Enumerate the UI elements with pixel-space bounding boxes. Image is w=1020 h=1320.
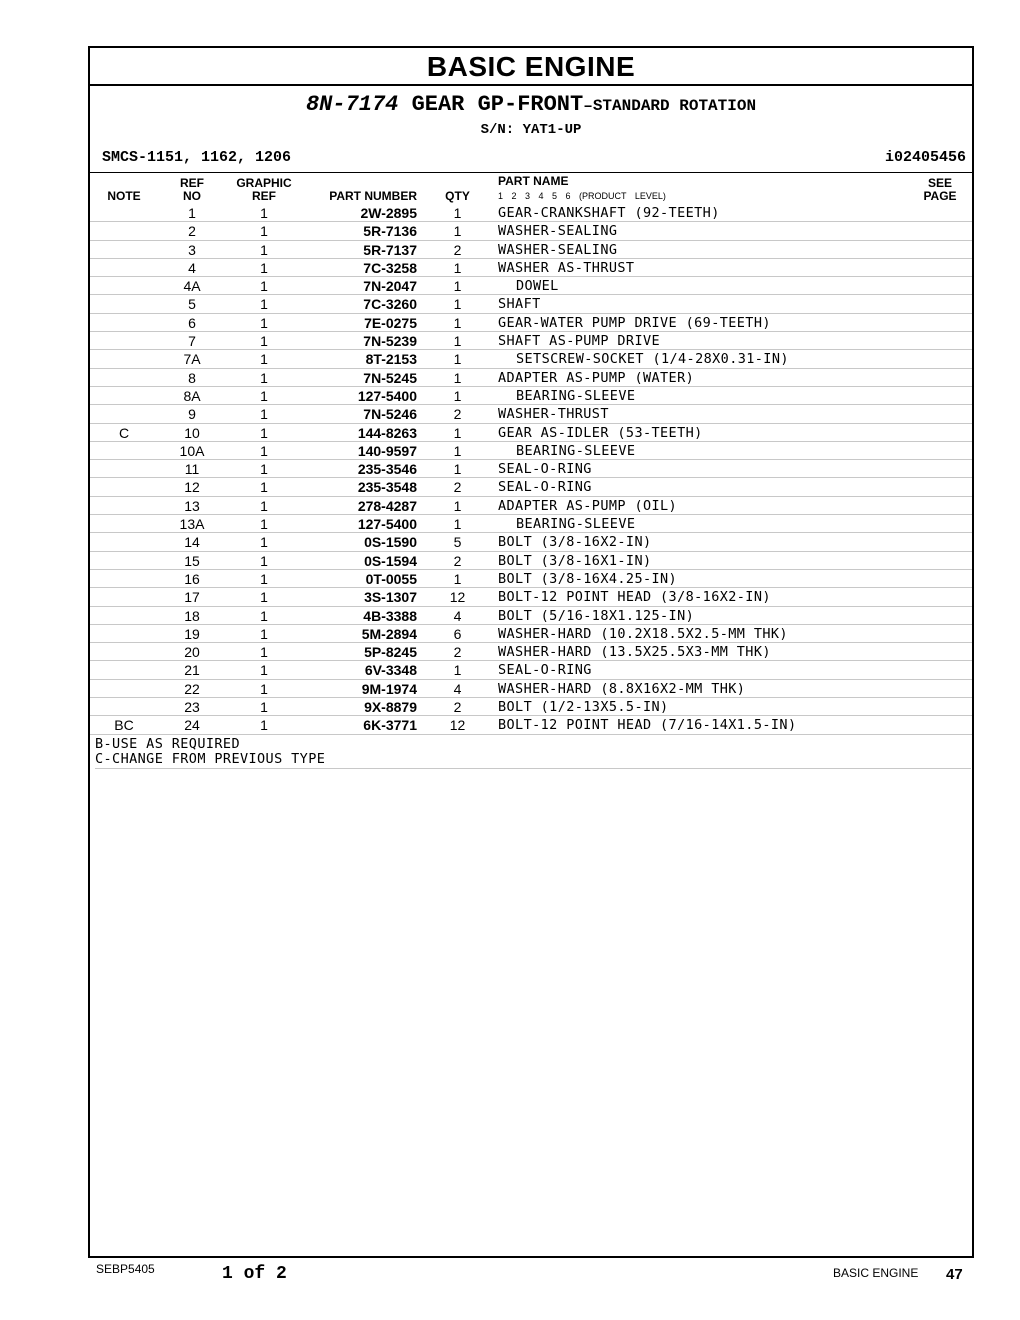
row-ref-no: 6 bbox=[188, 314, 196, 331]
row-graphic-ref: 1 bbox=[260, 387, 268, 404]
table-row bbox=[90, 332, 972, 350]
group-part-number: 8N-7174 bbox=[305, 92, 399, 117]
row-part-number: 0T-0055 bbox=[365, 570, 417, 587]
footer-doc-id: SEBP5405 bbox=[96, 1262, 155, 1276]
row-qty: 6 bbox=[453, 625, 462, 642]
col-graphic-header-bottom: REF bbox=[252, 189, 276, 203]
table-row bbox=[90, 588, 972, 606]
row-part-number: 5R-7137 bbox=[363, 241, 417, 258]
row-qty: 2 bbox=[453, 644, 462, 661]
row-part-number: 7N-5239 bbox=[363, 333, 417, 350]
col-ref-header-bottom: NO bbox=[183, 189, 201, 203]
row-part-number: 127-5400 bbox=[357, 516, 417, 533]
table-row bbox=[90, 259, 972, 277]
col-qty-header: QTY bbox=[445, 189, 470, 203]
table-row bbox=[90, 552, 972, 570]
row-part-number: 6V-3348 bbox=[364, 662, 417, 679]
col-note-header: NOTE bbox=[107, 189, 141, 203]
row-part-number: 9M-1974 bbox=[361, 680, 417, 697]
row-graphic-ref: 1 bbox=[260, 552, 268, 569]
row-note: BC bbox=[114, 717, 134, 734]
row-ref-no: 7 bbox=[188, 333, 196, 350]
table-row bbox=[90, 643, 972, 661]
row-qty: 2 bbox=[453, 699, 462, 716]
table-row bbox=[90, 515, 972, 533]
row-graphic-ref: 1 bbox=[260, 351, 268, 368]
row-qty: 1 bbox=[453, 570, 462, 587]
row-graphic-ref: 1 bbox=[260, 534, 268, 551]
row-part-number: 8T-2153 bbox=[365, 351, 417, 368]
row-graphic-ref: 1 bbox=[260, 314, 268, 331]
row-qty: 12 bbox=[449, 717, 466, 734]
row-part-number: 9X-8879 bbox=[364, 699, 417, 716]
row-part-name: ADAPTER AS-PUMP (WATER) bbox=[498, 369, 695, 386]
row-part-number: 278-4287 bbox=[357, 497, 417, 514]
row-graphic-ref: 1 bbox=[260, 570, 268, 587]
row-qty: 1 bbox=[453, 278, 462, 295]
row-graphic-ref: 1 bbox=[260, 369, 268, 386]
row-part-name: SEAL-O-RING bbox=[498, 662, 592, 679]
row-ref-no: 8 bbox=[188, 369, 196, 386]
row-ref-no: 1 bbox=[188, 205, 196, 221]
row-part-name: BOLT-12 POINT HEAD (7/16-14X1.5-IN) bbox=[498, 717, 797, 734]
row-part-number: 5P-8245 bbox=[364, 644, 417, 661]
row-ref-no: 21 bbox=[184, 662, 200, 679]
row-part-number: 127-5400 bbox=[357, 387, 417, 404]
row-ref-no: 8A bbox=[183, 387, 201, 404]
smcs-codes: SMCS-1151, 1162, 1206 bbox=[102, 149, 292, 166]
table-row bbox=[90, 570, 972, 588]
row-part-number: 7C-3260 bbox=[363, 296, 417, 313]
table-row bbox=[90, 680, 972, 698]
row-qty: 1 bbox=[453, 296, 462, 313]
col-part-name-header: PART NAME bbox=[498, 174, 569, 188]
row-part-number: 7E-0275 bbox=[364, 314, 417, 331]
row-qty: 2 bbox=[453, 406, 462, 423]
row-graphic-ref: 1 bbox=[260, 699, 268, 716]
row-part-number: 235-3548 bbox=[357, 479, 417, 496]
row-part-name: WASHER-SEALING bbox=[498, 223, 618, 240]
row-graphic-ref: 1 bbox=[260, 205, 268, 221]
row-part-name: GEAR-CRANKSHAFT (92-TEETH) bbox=[498, 205, 720, 221]
table-row bbox=[90, 533, 972, 551]
row-qty: 1 bbox=[453, 662, 462, 679]
row-part-name: WASHER-SEALING bbox=[498, 241, 618, 258]
row-ref-no: 9 bbox=[188, 406, 196, 423]
row-part-name: BEARING-SLEEVE bbox=[516, 387, 636, 404]
row-qty: 5 bbox=[453, 534, 462, 551]
section-title: BASIC ENGINE bbox=[90, 48, 972, 86]
row-graphic-ref: 1 bbox=[260, 680, 268, 697]
parts-table bbox=[90, 204, 972, 735]
table-row bbox=[90, 241, 972, 259]
row-part-name: SEAL-O-RING bbox=[498, 479, 592, 496]
row-part-name: BOLT (1/2-13X5.5-IN) bbox=[498, 699, 669, 716]
row-part-name: WASHER AS-THRUST bbox=[498, 259, 635, 276]
row-qty: 2 bbox=[453, 241, 462, 258]
row-graphic-ref: 1 bbox=[260, 424, 268, 441]
note-line: B-USE AS REQUIRED bbox=[95, 735, 240, 752]
row-qty: 1 bbox=[453, 351, 462, 368]
col-graphic-header bbox=[220, 177, 308, 203]
table-row bbox=[90, 350, 972, 368]
row-part-number: 144-8263 bbox=[357, 424, 417, 441]
group-name: GEAR GP-FRONT bbox=[411, 92, 584, 117]
row-qty: 1 bbox=[453, 424, 462, 441]
table-row bbox=[90, 497, 972, 515]
row-graphic-ref: 1 bbox=[260, 497, 268, 514]
col-see-page-header-top: SEE bbox=[927, 176, 952, 190]
table-row bbox=[90, 716, 972, 734]
row-qty: 12 bbox=[449, 589, 466, 606]
row-ref-no: 13 bbox=[184, 497, 200, 514]
parts-page-frame bbox=[88, 46, 974, 1258]
row-ref-no: 24 bbox=[184, 717, 200, 734]
row-part-name: WASHER-HARD (8.8X16X2-MM THK) bbox=[498, 680, 746, 697]
col-ref-header bbox=[158, 177, 226, 203]
table-row bbox=[90, 460, 972, 478]
table-row bbox=[90, 222, 972, 240]
notes-block bbox=[95, 737, 971, 769]
row-graphic-ref: 1 bbox=[260, 259, 268, 276]
row-part-number: 0S-1590 bbox=[364, 534, 417, 551]
row-ref-no: 20 bbox=[184, 644, 200, 661]
table-row bbox=[90, 698, 972, 716]
table-row bbox=[90, 204, 972, 222]
row-part-name: BOLT (3/8-16X4.25-IN) bbox=[498, 570, 678, 587]
row-graphic-ref: 1 bbox=[260, 662, 268, 679]
row-ref-no: 4A bbox=[183, 278, 201, 295]
row-qty: 1 bbox=[453, 333, 462, 350]
row-qty: 1 bbox=[453, 223, 462, 240]
table-row bbox=[90, 607, 972, 625]
row-part-number: 3S-1307 bbox=[364, 589, 417, 606]
row-part-name: BOLT (5/16-18X1.125-IN) bbox=[498, 607, 695, 624]
group-title bbox=[90, 92, 972, 117]
row-graphic-ref: 1 bbox=[260, 461, 268, 478]
row-part-number: 4B-3388 bbox=[363, 607, 417, 624]
serial-number: S/N: YAT1-UP bbox=[480, 122, 582, 138]
row-part-number: 140-9597 bbox=[357, 442, 417, 459]
row-ref-no: 19 bbox=[184, 625, 200, 642]
row-part-name: GEAR-WATER PUMP DRIVE (69-TEETH) bbox=[498, 314, 771, 331]
row-part-name: WASHER-HARD (13.5X25.5X3-MM THK) bbox=[498, 644, 771, 661]
table-row bbox=[90, 387, 972, 405]
row-part-number: 0S-1594 bbox=[364, 552, 417, 569]
row-ref-no: 23 bbox=[184, 699, 200, 716]
row-ref-no: 5 bbox=[188, 296, 196, 313]
row-part-name: BOLT (3/8-16X1-IN) bbox=[498, 552, 652, 569]
row-graphic-ref: 1 bbox=[260, 516, 268, 533]
row-part-number: 7C-3258 bbox=[363, 259, 417, 276]
row-graphic-ref: 1 bbox=[260, 625, 268, 642]
table-row bbox=[90, 369, 972, 387]
table-row bbox=[90, 424, 972, 442]
row-part-number: 7N-2047 bbox=[363, 278, 417, 295]
row-ref-no: 11 bbox=[184, 461, 200, 478]
row-part-name: ADAPTER AS-PUMP (OIL) bbox=[498, 497, 678, 514]
row-ref-no: 3 bbox=[188, 241, 196, 258]
table-row bbox=[90, 405, 972, 423]
row-part-number: 5R-7136 bbox=[363, 223, 417, 240]
row-qty: 1 bbox=[453, 259, 462, 276]
row-part-number: 6K-3771 bbox=[363, 717, 417, 734]
row-ref-no: 2 bbox=[188, 223, 196, 240]
row-part-name: WASHER-HARD (10.2X18.5X2.5-MM THK) bbox=[498, 625, 788, 642]
row-graphic-ref: 1 bbox=[260, 333, 268, 350]
table-row bbox=[90, 478, 972, 496]
row-qty: 1 bbox=[453, 461, 462, 478]
row-part-number: 7N-5246 bbox=[363, 406, 417, 423]
table-row bbox=[90, 442, 972, 460]
row-part-name: GEAR AS-IDLER (53-TEETH) bbox=[498, 424, 703, 441]
group-subtitle: –STANDARD ROTATION bbox=[583, 97, 757, 115]
table-row bbox=[90, 625, 972, 643]
header-divider bbox=[90, 172, 972, 173]
row-ref-no: 14 bbox=[184, 534, 200, 551]
row-part-name: BOLT (3/8-16X2-IN) bbox=[498, 534, 652, 551]
row-part-number: 2W-2895 bbox=[360, 205, 417, 221]
footer-section: BASIC ENGINE bbox=[833, 1266, 919, 1280]
row-part-name: SHAFT AS-PUMP DRIVE bbox=[498, 333, 661, 350]
row-ref-no: 17 bbox=[184, 589, 200, 606]
row-qty: 1 bbox=[453, 205, 462, 221]
row-part-number: 5M-2894 bbox=[361, 625, 417, 642]
row-ref-no: 10 bbox=[184, 424, 200, 441]
col-see-page-header bbox=[910, 177, 970, 203]
table-row bbox=[90, 314, 972, 332]
row-graphic-ref: 1 bbox=[260, 241, 268, 258]
row-graphic-ref: 1 bbox=[260, 223, 268, 240]
row-ref-no: 22 bbox=[184, 680, 200, 697]
row-part-name: BEARING-SLEEVE bbox=[516, 516, 636, 533]
table-row bbox=[90, 295, 972, 313]
table-row bbox=[90, 661, 972, 679]
row-ref-no: 13A bbox=[179, 516, 205, 533]
row-part-name: BEARING-SLEEVE bbox=[516, 442, 636, 459]
row-part-name: SETSCREW-SOCKET (1/4-28X0.31-IN) bbox=[516, 351, 789, 368]
row-part-name: SEAL-O-RING bbox=[498, 461, 592, 478]
row-part-name: DOWEL bbox=[516, 278, 559, 295]
row-note: C bbox=[118, 424, 130, 441]
row-ref-no: 7A bbox=[183, 351, 201, 368]
row-graphic-ref: 1 bbox=[260, 607, 268, 624]
row-graphic-ref: 1 bbox=[260, 406, 268, 423]
col-part-number-header: PART NUMBER bbox=[329, 189, 417, 203]
col-ref-header-top: REF bbox=[180, 176, 204, 190]
footer-page-of: 1 of 2 bbox=[222, 1264, 287, 1284]
row-ref-no: 18 bbox=[184, 607, 200, 624]
row-graphic-ref: 1 bbox=[260, 442, 268, 459]
row-graphic-ref: 1 bbox=[260, 479, 268, 496]
col-graphic-header-top: GRAPHIC bbox=[236, 176, 292, 190]
row-ref-no: 15 bbox=[184, 552, 200, 569]
row-qty: 1 bbox=[453, 369, 462, 386]
row-qty: 1 bbox=[453, 387, 462, 404]
row-qty: 2 bbox=[453, 552, 462, 569]
row-graphic-ref: 1 bbox=[260, 644, 268, 661]
row-graphic-ref: 1 bbox=[260, 278, 268, 295]
row-part-name: BOLT-12 POINT HEAD (3/8-16X2-IN) bbox=[498, 589, 771, 606]
row-ref-no: 4 bbox=[188, 259, 196, 276]
note-line: C-CHANGE FROM PREVIOUS TYPE bbox=[95, 752, 971, 769]
row-graphic-ref: 1 bbox=[260, 589, 268, 606]
illustration-id: i02405456 bbox=[884, 149, 966, 166]
row-graphic-ref: 1 bbox=[260, 296, 268, 313]
row-qty: 4 bbox=[453, 680, 462, 697]
footer-page-number: 47 bbox=[946, 1266, 963, 1283]
row-qty: 1 bbox=[453, 497, 462, 514]
row-qty: 2 bbox=[453, 479, 462, 496]
row-qty: 1 bbox=[453, 516, 462, 533]
row-part-number: 235-3546 bbox=[357, 461, 417, 478]
row-qty: 4 bbox=[453, 607, 462, 624]
col-see-page-header-bottom: PAGE bbox=[923, 189, 957, 203]
row-graphic-ref: 1 bbox=[260, 717, 268, 734]
row-part-name: SHAFT bbox=[498, 296, 541, 313]
row-qty: 1 bbox=[453, 314, 462, 331]
row-qty: 1 bbox=[453, 442, 462, 459]
table-row bbox=[90, 277, 972, 295]
row-ref-no: 12 bbox=[184, 479, 200, 496]
row-ref-no: 10A bbox=[179, 442, 205, 459]
product-level-header: 1 2 3 4 5 6 (PRODUCT LEVEL) bbox=[498, 191, 666, 201]
row-part-number: 7N-5245 bbox=[363, 369, 417, 386]
row-ref-no: 16 bbox=[184, 570, 200, 587]
row-part-name: WASHER-THRUST bbox=[498, 406, 609, 423]
